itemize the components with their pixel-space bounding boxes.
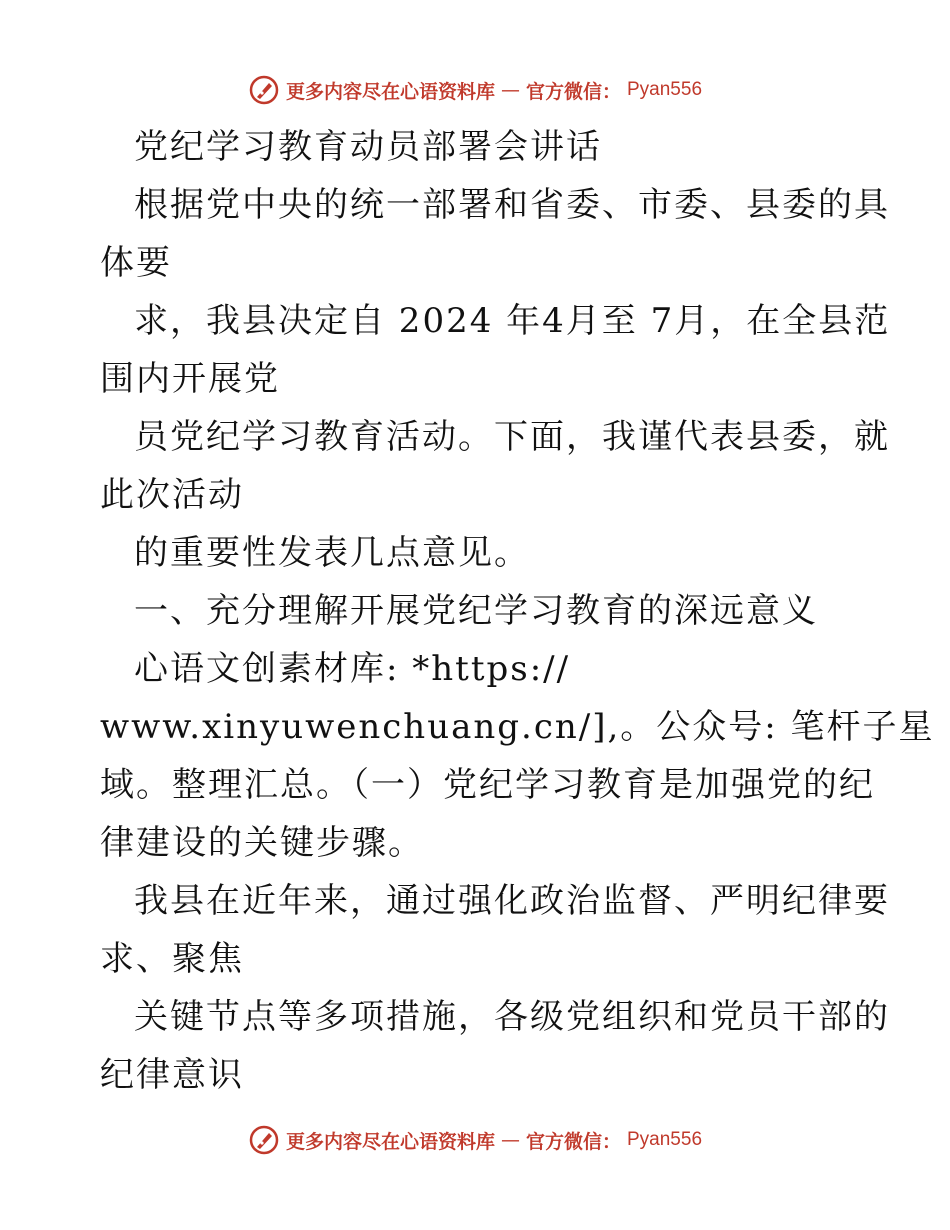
pen-nib-circle-icon <box>248 74 280 106</box>
paragraph-line: 根据党中央的统一部署和省委、市委、县委的具 <box>134 185 890 225</box>
section-heading: 一、充分理解开展党纪学习教育的深远意义 <box>134 591 818 631</box>
paragraph-line: 员党纪学习教育活动。下面，我谨代表县委，就 <box>134 417 890 457</box>
paragraph-line: 围内开展党 <box>100 359 280 399</box>
paragraph-line: www.xinyuwenchuang.cn/],。公众号: 笔杆子星 <box>100 707 935 747</box>
paragraph-line: 域。整理汇总。（一）党纪学习教育是加强党的纪 <box>100 765 875 805</box>
header-banner[interactable] <box>0 70 950 110</box>
paragraph-line: 心语文创素材库: *https:// <box>134 649 571 689</box>
paragraph-line: 求，我县决定自 2024 年4月至 7月，在全县范 <box>134 301 891 341</box>
banner-main-text: 更多内容尽在心语资料库 <box>285 1130 495 1153</box>
footer-banner[interactable] <box>0 1120 950 1160</box>
banner-wechat-label: 官方微信： <box>525 80 621 103</box>
paragraph-line: 我县在近年来，通过强化政治监督、严明纪律要 <box>134 881 890 921</box>
paragraph-line: 关键节点等多项措施，各级党组织和党员干部的 <box>134 997 890 1037</box>
banner-separator: — <box>500 79 520 101</box>
paragraph-line: 求、聚焦 <box>100 939 244 979</box>
document-body <box>100 118 935 1104</box>
banner-wechat-id: Pyan556 <box>627 79 703 100</box>
paragraph-line: 纪律意识 <box>100 1055 244 1095</box>
banner-wechat-label: 官方微信： <box>525 1130 621 1153</box>
banner-main-text: 更多内容尽在心语资料库 <box>285 80 495 103</box>
paragraph-line: 体要 <box>100 243 172 283</box>
paragraph-line: 此次活动 <box>100 475 244 515</box>
banner-wechat-id: Pyan556 <box>627 1129 703 1150</box>
paragraph-line: 律建设的关键步骤。 <box>100 823 424 863</box>
pen-nib-circle-icon <box>248 1124 280 1156</box>
document-title: 党纪学习教育动员部署会讲话 <box>134 127 602 167</box>
paragraph-line: 的重要性发表几点意见。 <box>134 533 530 573</box>
banner-separator: — <box>500 1129 520 1151</box>
